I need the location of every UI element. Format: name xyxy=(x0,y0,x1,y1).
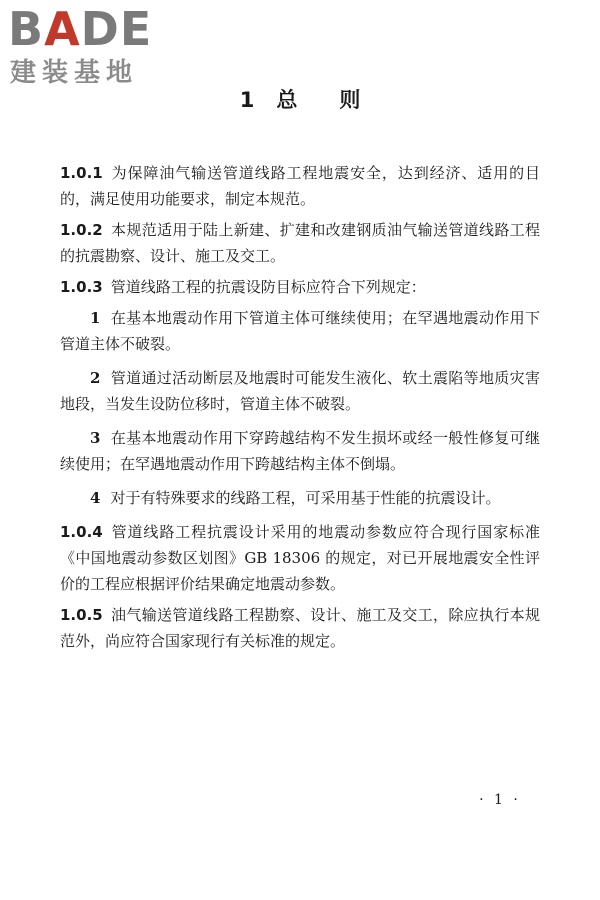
logo-wordmark xyxy=(8,4,152,54)
clause-1-0-3-item-3 xyxy=(60,425,540,477)
clause-text: 为保障油气输送管道线路工程地震安全，达到经济、适用的目的，满足使用功能要求，制定本规范。 xyxy=(60,164,540,208)
item-text: 管道通过活动断层及地震时可能发生液化、软土震陷等地质灾害地段，当发生设防位移时，管道主体不破裂。 xyxy=(60,369,540,413)
clause-text: 油气输送管道线路工程勘察、设计、施工及交工，除应执行本规范外，尚应符合国家现行有关标准的规定。 xyxy=(60,606,540,650)
clause-1-0-3-item-4 xyxy=(60,485,540,511)
clause-1-0-4 xyxy=(60,519,540,597)
clause-text: 管道线路工程的抗震设防目标应符合下列规定： xyxy=(110,278,426,296)
chapter-title xyxy=(0,85,600,115)
logo-letters-de: DE xyxy=(80,2,153,56)
clause-text: 本规范适用于陆上新建、扩建和改建钢质油气输送管道线路工程的抗震勘察、设计、施工及交工。 xyxy=(60,221,540,265)
logo-tagline: 建装基地 xyxy=(10,58,139,88)
item-number: 4 xyxy=(90,489,101,507)
page-number: · 1 · xyxy=(479,792,521,808)
clause-number: 1.0.1 xyxy=(60,164,103,182)
clause-number: 1.0.2 xyxy=(60,221,103,239)
item-number: 1 xyxy=(90,309,101,327)
clause-1-0-5 xyxy=(60,602,540,654)
chapter-content xyxy=(60,160,540,659)
logo-letter-a: A xyxy=(44,2,81,56)
clause-1-0-3-item-2 xyxy=(60,365,540,417)
item-text: 在基本地震动作用下穿跨越结构不发生损坏或经一般性修复可继续使用；在罕遇地震动作用下跨越结构主体不倒塌。 xyxy=(60,429,540,473)
bade-logo xyxy=(8,4,178,90)
item-text: 对于有特殊要求的线路工程，可采用基于性能的抗震设计。 xyxy=(110,489,501,507)
clause-number: 1.0.5 xyxy=(60,606,103,624)
logo-letter-b: B xyxy=(8,2,45,56)
item-number: 2 xyxy=(90,369,101,387)
chapter-title-word-1: 总 xyxy=(276,88,298,112)
clause-1-0-3 xyxy=(60,274,540,300)
item-text: 在基本地震动作用下管道主体可继续使用；在罕遇地震动作用下管道主体不破裂。 xyxy=(60,309,540,353)
clause-number: 1.0.4 xyxy=(60,523,103,541)
chapter-number: 1 xyxy=(239,88,255,112)
chapter-title-word-2: 则 xyxy=(339,88,361,112)
clause-number: 1.0.3 xyxy=(60,278,103,296)
clause-1-0-2 xyxy=(60,217,540,269)
item-number: 3 xyxy=(90,429,101,447)
clause-1-0-3-item-1 xyxy=(60,305,540,357)
clause-text: 管道线路工程抗震设计采用的地震动参数应符合现行国家标准《中国地震动参数区划图》GB 18306 的规定，对已开展地震安全性评价的工程应根据评价结果确定地震动参数。 xyxy=(60,523,540,593)
clause-1-0-1 xyxy=(60,160,540,212)
